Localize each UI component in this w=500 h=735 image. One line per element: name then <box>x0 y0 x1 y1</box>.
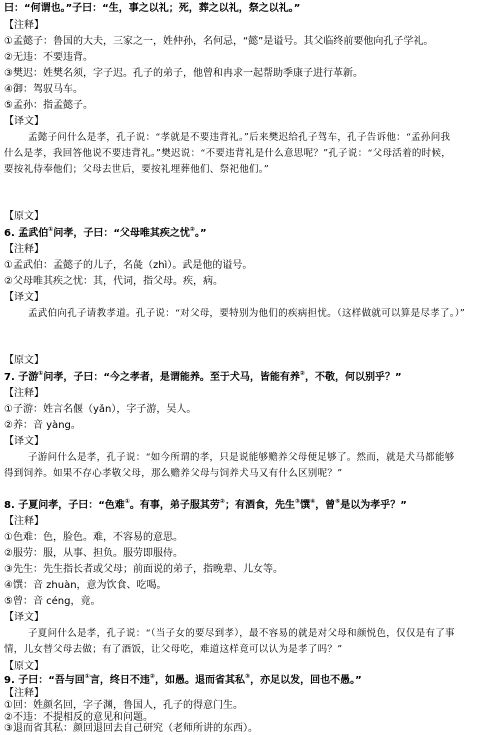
text-line: ⑤曾：音 céng，竟。 <box>4 596 101 607</box>
translation-line: 子夏问什么是孝，孔子说：“（当子女的要尽到孝），最不容易的就是对父母和颜悦色，仅仅是有了事 <box>28 628 455 639</box>
text-line: ②父母唯其疾之忧：其，代词，指父母。疾，病。 <box>4 276 223 287</box>
passage-line: 9. 子曰：“吾与回①言，终日不违②，如愚。退而省其私③，亦足以发，回也不愚。” <box>4 673 362 686</box>
text-line: ③樊迟：姓樊名须，字子迟。孔子的弟子，他曾和冉求一起帮助季康子进行革新。 <box>4 68 363 79</box>
passage-line: 7. 子游①问孝，子曰：“今之孝者，是谓能养。至于犬马，皆能有养②，不敬，何以别乎？” <box>4 370 402 383</box>
text-line: ①色难：色，脸色。难，不容易的意思。 <box>4 532 183 543</box>
section-heading: 【原文】 <box>4 661 44 672</box>
section-heading: 【注释】 <box>4 244 44 255</box>
text-line: ②无违：不要违背。 <box>4 52 93 63</box>
translation-line: 要按礼侍奉他们；父母去世后，要按礼埋葬他们、祭祀他们。” <box>4 164 270 175</box>
translation-line: 情，儿女替父母去做；有了酒饭，让父母吃，难道这样竟可以认为是孝了吗？” <box>4 644 343 655</box>
text-line: ②养：音 yàng。 <box>4 420 81 431</box>
text-line: ②服劳：服，从事、担负。服劳即服侍。 <box>4 548 183 559</box>
section-heading: 【注释】 <box>4 20 44 31</box>
section-heading: 【译文】 <box>4 116 44 127</box>
section-heading: 【原文】 <box>4 355 44 366</box>
text-line: ②不违：不提相反的意见和问题。 <box>4 712 153 723</box>
passage-line: 8. 子夏问孝，子曰：“色难①。有事，弟子服其劳②；有酒食，先生③馔④，曾⑤是以为孝乎？” <box>4 498 407 511</box>
translation-line: 孟懿子问什么是孝，孔子说：“孝就是不要违背礼。”后来樊迟给孔子驾车，孔子告诉他：“孟孙问我 <box>28 132 451 143</box>
section-heading: 【译文】 <box>4 436 44 447</box>
text-line: ①孟武伯：孟懿子的儿子，名彘（zhì）。武是他的谥号。 <box>4 260 253 271</box>
section-heading: 【原文】 <box>4 211 44 222</box>
section-heading: 【注释】 <box>4 688 44 699</box>
translation-line: 孟武伯向孔子请教孝道。孔子说：“对父母，要特别为他们的疾病担忧。（这样做就可以算是尽孝了。）” <box>28 308 466 319</box>
text-line: ④御：驾驭马车。 <box>4 84 83 95</box>
text-line: ①孟懿子：鲁国的大夫，三家之一，姓仲孙，名何忌，“懿”是谥号。其父临终前要他向孔子学礼。 <box>4 36 434 47</box>
text-line: 曰：“何谓也。”子曰：“生，事之以礼；死，葬之以礼，祭之以礼。” <box>4 3 301 14</box>
translation-line: 子游问什么是孝，孔子说：“如今所谓的孝，只是说能够赡养父母便足够了。然而，就是犬马都能够 <box>28 452 455 463</box>
passage-line: 6. 孟武伯①问孝，子曰：“父母唯其疾之忧②。” <box>4 226 207 239</box>
text-line: ①子游：姓言名偃（yǎn），字子游，吴人。 <box>4 404 197 415</box>
section-heading: 【注释】 <box>4 388 44 399</box>
translation-line: 得到饲养。如果不存心孝敬父母，那么赡养父母与饲养犬马又有什么区别呢？” <box>4 468 343 479</box>
text-line: ⑤孟孙：指孟懿子。 <box>4 100 93 111</box>
section-heading: 【译文】 <box>4 292 44 303</box>
text-line: ①回：姓颜名回，字子渊，鲁国人，孔子的得意门生。 <box>4 700 243 711</box>
section-heading: 【译文】 <box>4 612 44 623</box>
text-line: ③先生：先生指长者或父母；前面说的弟子，指晚辈、儿女等。 <box>4 564 283 575</box>
translation-line: 什么是孝，我回答他说不要违背礼。”樊迟说：“不要违背礼是什么意思呢？”孔子说：“父母活着的时候， <box>4 148 452 159</box>
section-heading: 【注释】 <box>4 516 44 527</box>
text-line: ③退而省其私：颜回退回去自己研究（老师所讲的东西）。 <box>4 723 258 734</box>
text-line: ④馔：音 zhuàn，意为饮食、吃喝。 <box>4 580 167 591</box>
